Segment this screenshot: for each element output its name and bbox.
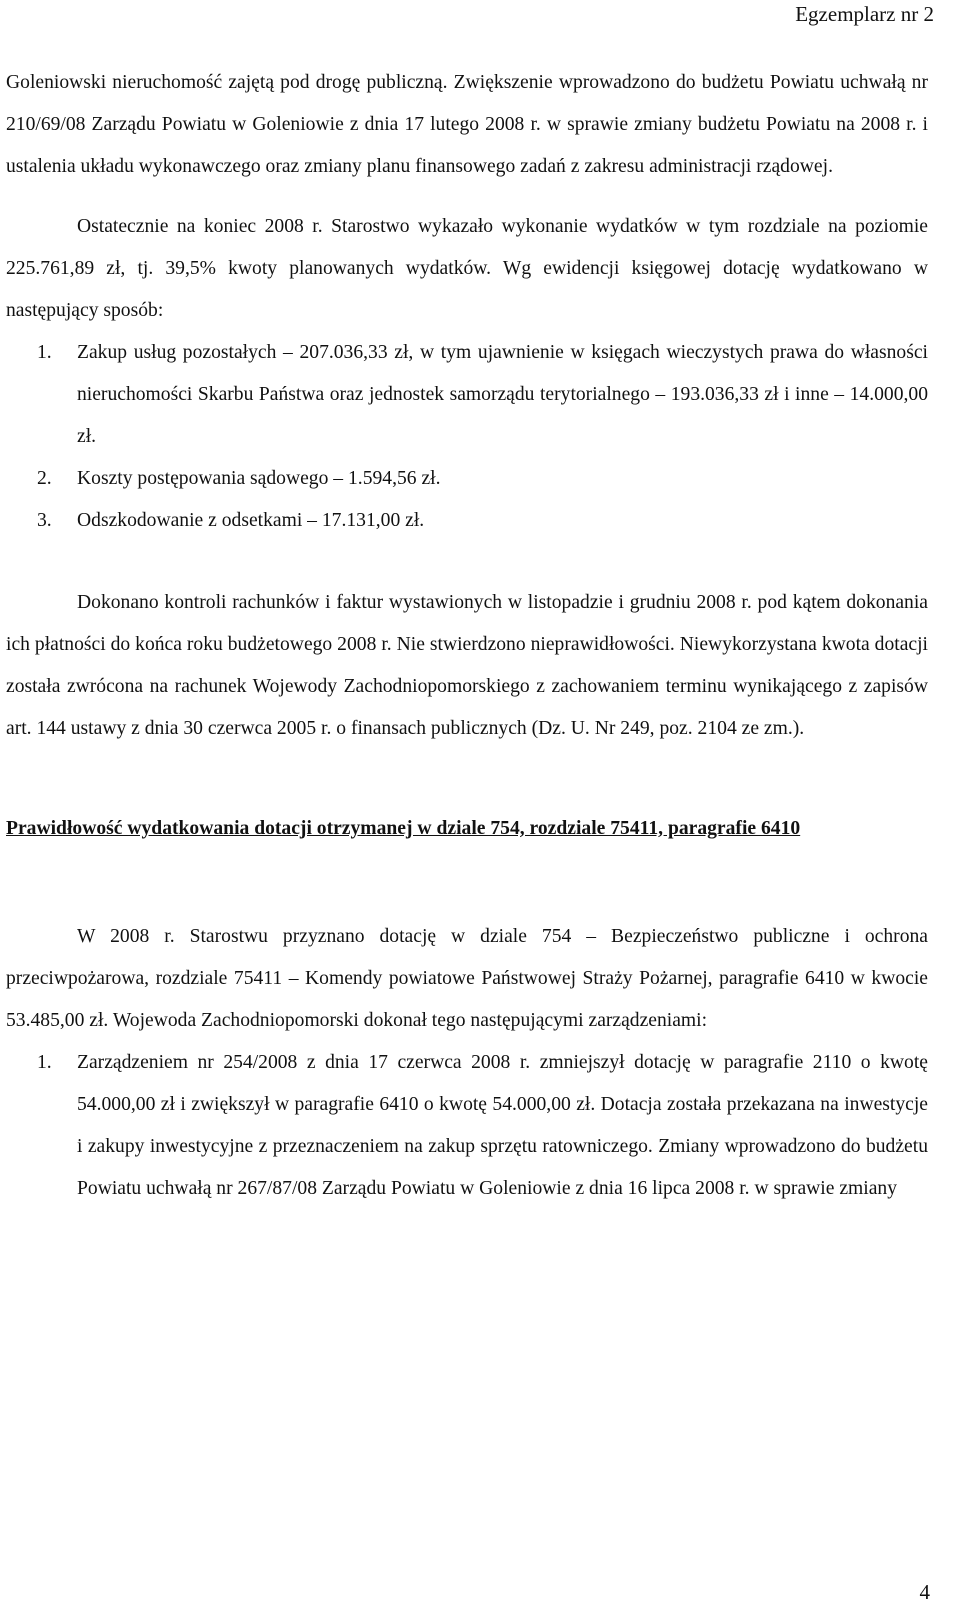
list-item-text: Zarządzeniem nr 254/2008 z dnia 17 czerwca 2008 r. zmniejszył dotację w paragrafie 2110 o kwotę 54.000,00 zł i zwiększył w paragrafie 6410 o kwotę 54.000,00 zł. Dotacja została przekazana na inwestycje i zakupy inwestycyjne z przeznaczeniem na zakup sprzętu ratowniczego. Zmiany wprowadzono do budżetu Powiatu uchwałą nr 267/87/08 Zarządu Powiatu w Goleniowie z dnia 16 lipca 2008 r. w sprawie zmiany: [77, 1052, 928, 1199]
list-item-number: 1.: [37, 1052, 52, 1073]
paragraph-budget-change: Goleniowski nieruchomość zajętą pod drogę publiczną. Zwiększenie wprowadzono do budżetu Powiatu uchwałą nr 210/69/08 Zarządu Powiatu w Goleniowie z dnia 17 lutego 2008 r. w sprawie zmiany budżetu Powiatu na 2008 r. i ustalenia układu wykonawczego oraz zmiany planu finansowego zadań z zakresu administracji rządowej.: [6, 72, 928, 177]
list-item-number: 1.: [37, 342, 52, 363]
list-item-number: 3.: [37, 510, 52, 531]
copy-number-label: Egzemplarz nr 2: [795, 2, 934, 26]
ordinance-list: [6, 1042, 928, 1210]
section-heading: Prawidłowość wydatkowania dotacji otrzymanej w dziale 754, rozdziale 75411, paragrafie 6410: [6, 818, 801, 839]
list-item-number: 2.: [37, 468, 52, 489]
list-item: [6, 458, 928, 500]
list-item: [6, 332, 928, 458]
paragraph-invoice-control: Dokonano kontroli rachunków i faktur wystawionych w listopadzie i grudniu 2008 r. pod kątem dokonania ich płatności do końca roku budżetowego 2008 r. Nie stwierdzono nieprawidłowości. Niewykorzystana kwota dotacji została zwrócona na rachunek Wojewody Zachodniopomorskiego z zachowaniem terminu wynikającego z zapisów art. 144 ustawy z dnia 30 czerwca 2005 r. o finansach publicznych (Dz. U. Nr 249, poz. 2104 ze zm.).: [6, 592, 928, 739]
paragraph-expenditure-summary: Ostatecznie na koniec 2008 r. Starostwo wykazało wykonanie wydatków w tym rozdziale na poziomie 225.761,89 zł, tj. 39,5% kwoty planowanych wydatków. Wg ewidencji księgowej dotację wydatkowano w następujący sposób:: [6, 216, 928, 321]
expenditure-list: [6, 332, 928, 542]
list-item: [6, 500, 928, 542]
page-number: 4: [919, 1580, 930, 1604]
list-item-text: Koszty postępowania sądowego – 1.594,56 zł.: [77, 468, 441, 489]
paragraph-grant-description: W 2008 r. Starostwu przyznano dotację w dziale 754 – Bezpieczeństwo publiczne i ochrona przeciwpożarowa, rozdziale 75411 – Komendy powiatowe Państwowej Straży Pożarnej, paragrafie 6410 w kwocie 53.485,00 zł. Wojewoda Zachodniopomorski dokonał tego następującymi zarządzeniami:: [6, 926, 928, 1031]
list-item-text: Zakup usług pozostałych – 207.036,33 zł, w tym ujawnienie w księgach wieczystych prawa do własności nieruchomości Skarbu Państwa oraz jednostek samorządu terytorialnego – 193.036,33 zł i inne – 14.000,00 zł.: [77, 342, 928, 447]
document-body: [6, 62, 928, 1210]
list-item: [6, 1042, 928, 1210]
list-item-text: Odszkodowanie z odsetkami – 17.131,00 zł.: [77, 510, 425, 531]
